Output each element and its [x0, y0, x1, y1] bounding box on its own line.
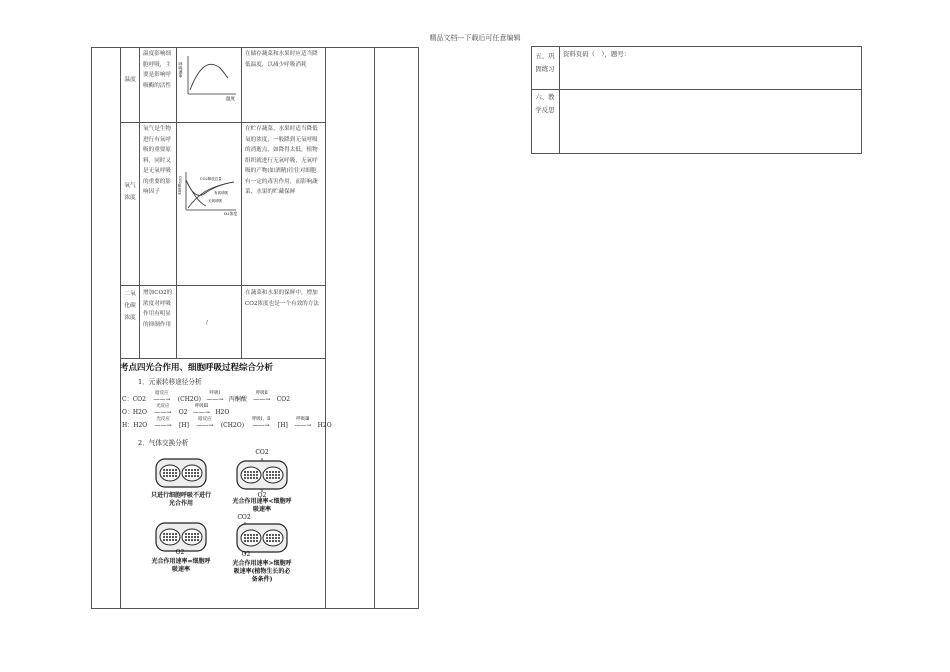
oxygen-chart-ylabel: CO2释放量: [178, 176, 182, 195]
diagram-2-bottom-label: O2: [257, 492, 267, 499]
principle-oxygen: 氧气是生物进行有氧呼吸的重要原料，同时又是无氧呼吸的重要的影响因子: [143, 126, 171, 195]
item-gas-exchange: 2．气体交换分析: [138, 439, 189, 447]
eq-c-a: CO2: [132, 396, 146, 403]
temperature-chart-xlabel: 温度: [226, 97, 235, 102]
application-temperature: 在储存蔬菜和水果时应适当降低温度，以减少呼吸消耗: [245, 51, 318, 68]
eq-h-l2: 暗反应: [198, 417, 212, 422]
diagram-4-bottom-label: O2: [241, 551, 251, 558]
diagram-4-top-label: CO2: [237, 514, 251, 521]
factor-temperature: 温度: [124, 77, 136, 83]
oxygen-chart-series-anaerobic: 无氧呼吸: [208, 199, 222, 203]
factor-co2: 二氧化碳浓度: [124, 291, 136, 321]
factor-oxygen: 氧气浓度: [124, 183, 136, 201]
principle-temperature: 温度影响细胞呼吸，主要是影响呼吸酶的活性: [143, 51, 171, 89]
application-co2: 在蔬菜和水果的保鲜中，增加CO2浓度也是一个有效的方法: [245, 290, 319, 307]
eq-c-c: 丙酮酸: [228, 396, 247, 403]
eq-c-l1: 暗反应: [155, 391, 169, 396]
eq-c-b: (CH2O): [177, 396, 202, 403]
section-title: 考点四光合作用、细胞呼吸过程综合分析: [120, 363, 274, 373]
label-teaching-reflection: 六、教学反思: [535, 93, 555, 114]
eq-o-prefix: O：: [122, 409, 133, 416]
eq-o-c: H2O: [215, 409, 230, 416]
eq-h-l1: 光反应: [156, 417, 170, 422]
eq-h-e: H2O: [317, 422, 332, 429]
eq-h-prefix: H：: [122, 422, 134, 429]
caption-diagram-2: 光合作用速率<细胞呼吸速率: [232, 498, 292, 513]
eq-c-prefix: C：: [122, 396, 133, 403]
equation-hydrogen: H：H2O 光反应 ——→ [H] 暗反应 ——→ (CH2O) 呼吸Ⅰ、Ⅱ ——→ [H] 呼吸Ⅲ ——→ H2O: [122, 417, 332, 429]
eq-h-b: [H]: [179, 422, 189, 429]
cell-diagram-4: [235, 522, 289, 554]
temperature-chart: [180, 52, 240, 102]
item-element-transfer: 1．元素转移途径分析: [138, 378, 202, 386]
eq-o-l1: 光反应: [156, 404, 170, 409]
caption-diagram-4: 光合作用速率>细胞呼吸速率(植物生长的必备条件): [232, 560, 292, 583]
content-consolidation-practice: 资料页码（ ），题号：: [563, 50, 631, 58]
cell-diagram-1: [155, 458, 207, 488]
eq-o-b: O2: [178, 409, 188, 416]
eq-h-l3: 呼吸Ⅰ、Ⅱ: [251, 417, 271, 422]
equation-oxygen: O：H2O 光反应 ——→ O2 呼吸Ⅲ ——→ H2O: [122, 404, 230, 416]
oxygen-chart: [180, 168, 240, 216]
eq-h-l4: 呼吸Ⅲ: [296, 417, 310, 422]
page-header: 精品文档---下载后可任意编辑: [429, 34, 521, 42]
eq-h-c: (CH2O): [220, 422, 245, 429]
oxygen-chart-series-total: CO2释放总量: [200, 177, 222, 181]
label-consolidation-practice: 五、巩固练习: [535, 52, 555, 73]
application-oxygen: 在贮存蔬菜、水果时适当降低氧的浓度，一般降到无氧呼吸的消逝点，如降得太低，植物组织就进行无氧呼吸，无氧呼吸的产物(如酒精)往往对细胞有一定的毒害作用，而影响蔬菜、水果的贮藏保鲜: [245, 126, 318, 195]
cell-diagram-2: [235, 458, 289, 492]
eq-h-d: [H]: [277, 422, 288, 429]
eq-h-a: H2O: [133, 422, 148, 429]
temperature-chart-ylabel: 呼吸速率: [178, 62, 184, 78]
eq-c-d: CO2: [276, 396, 291, 403]
caption-diagram-3: 光合作用速率=细胞呼吸速率: [151, 558, 211, 573]
principle-co2: 增加CO2的浓度对呼吸作用有明显的抑制作用: [143, 290, 173, 328]
oxygen-chart-xlabel: O2浓度: [224, 211, 238, 216]
eq-c-l3: 呼吸Ⅱ: [255, 391, 268, 396]
caption-diagram-1: 只进行细胞呼吸不进行光合作用: [150, 492, 211, 507]
co2-chart-placeholder: /: [206, 320, 208, 326]
diagram-2-top-label: CO2: [255, 449, 269, 456]
eq-c-l2: 呼吸Ⅰ: [209, 391, 221, 396]
oxygen-chart-series-aerobic: 有氧呼吸: [214, 191, 228, 195]
cell-diagram-3: [155, 522, 207, 552]
eq-o-l2: 呼吸Ⅲ: [194, 404, 209, 409]
diagram-3-bottom-label: O2: [175, 549, 185, 556]
equation-carbon: C：CO2 暗反应 ——→ (CH2O) 呼吸Ⅰ ——→ 丙酮酸 呼吸Ⅱ ——→ CO2: [122, 391, 291, 403]
eq-o-a: H2O: [132, 409, 147, 416]
